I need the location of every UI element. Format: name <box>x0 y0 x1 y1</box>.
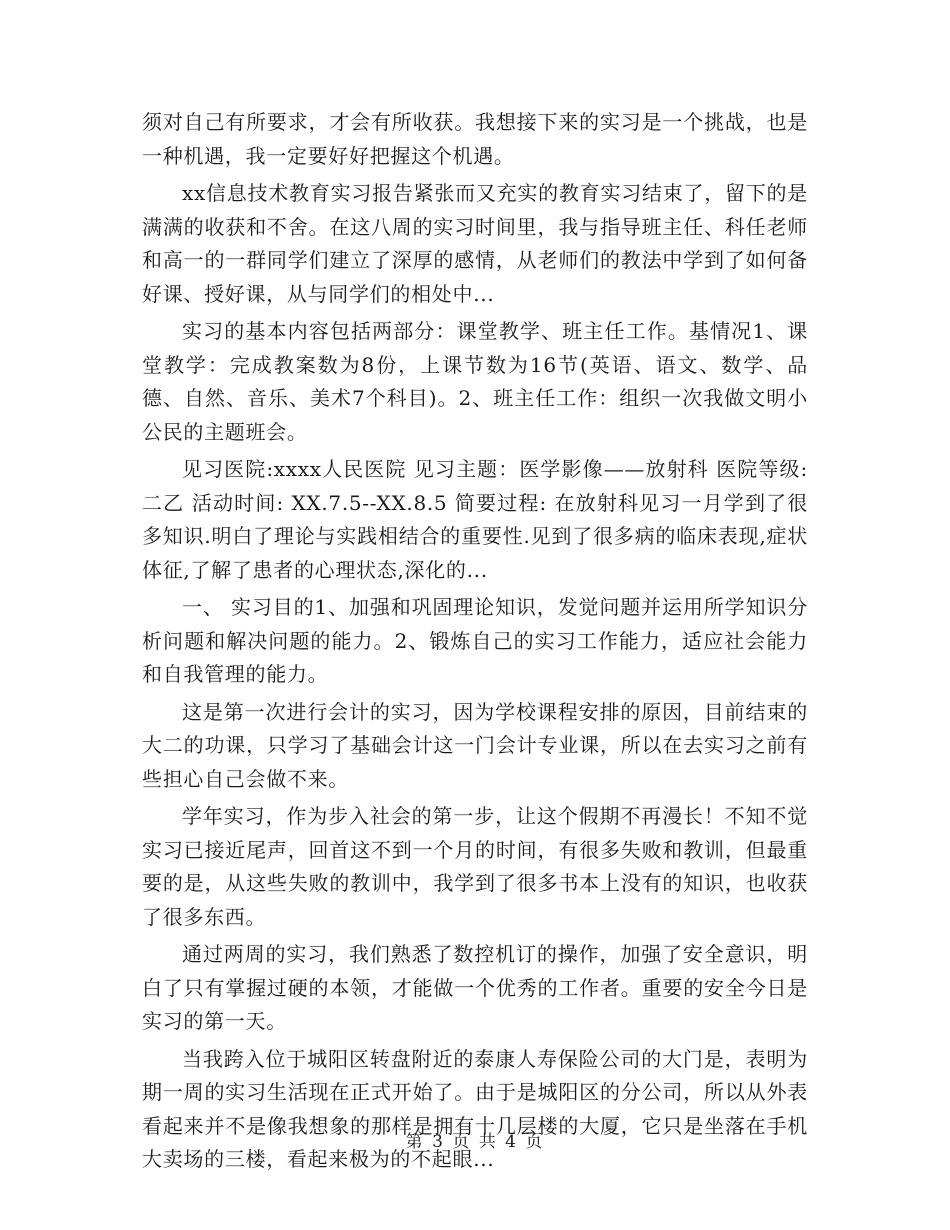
paragraph: 实习的基本内容包括两部分：课堂教学、班主任工作。基情况1、课堂教学：完成教案数为8份，上课节数为16节(英语、语文、数学、品德、自然、音乐、美术7个科目)。2、班主任工作：组织一次我做文明小公民的主题班会。 <box>142 319 808 444</box>
paragraph: xx信息技术教育实习报告紧张而又充实的教育实习结束了，留下的是满满的收获和不舍。在这八周的实习时间里，我与指导班主任、科任老师和高一的一群同学们建立了深厚的感情，从老师们的教法中学到了如何备好课、授好课，从与同学们的相处中... <box>142 181 808 306</box>
paragraph: 一、 实习目的1、加强和巩固理论知识，发觉问题并运用所学知识分析问题和解决问题的能力。2、锻炼自己的实习工作能力，适应社会能力和自我管理的能力。 <box>142 595 808 686</box>
page-number-footer: 第 3 页 共 4 页 <box>405 1132 545 1152</box>
paragraph: 通过两周的实习，我们熟悉了数控机订的操作，加强了安全意识，明白了只有掌握过硬的本领，才能做一个优秀的工作者。重要的安全今日是实习的第一天。 <box>142 942 808 1033</box>
document-body <box>142 106 808 1181</box>
paragraph: 学年实习，作为步入社会的第一步，让这个假期不再漫长！不知不觉实习已接近尾声，回首这不到一个月的时间，有很多失败和教训，但最重要的是，从这些失败的教训中，我学到了很多书本上没有的知识，也收获了很多东西。 <box>142 804 808 929</box>
paragraph: 当我跨入位于城阳区转盘附近的泰康人寿保险公司的大门是，表明为期一周的实习生活现在正式开始了。由于是城阳区的分公司，所以从外表看起来并不是像我想象的那样是拥有十几层楼的大厦，它只是坐落在手机大卖场的三楼，看起来极为的不起眼... <box>142 1046 808 1171</box>
paragraph: 见习医院:xxxx人民医院 见习主题：医学影像——放射科 医院等级:二乙 活动时间: XX.7.5--XX.8.5 简要过程: 在放射科见习一月学到了很多知识.明白了理论与实践相结合的重要性.见到了很多病的临床表现,症状体征,了解了患者的心理状态,深化的... <box>142 457 808 582</box>
paragraph: 这是第一次进行会计的实习，因为学校课程安排的原因，目前结束的大二的功课，只学习了基础会计这一门会计专业课，所以在去实习之前有些担心自己会做不来。 <box>142 699 808 791</box>
paragraph: 须对自己有所要求，才会有所收获。我想接下来的实习是一个挑战，也是一种机遇，我一定要好好把握这个机遇。 <box>142 110 808 168</box>
